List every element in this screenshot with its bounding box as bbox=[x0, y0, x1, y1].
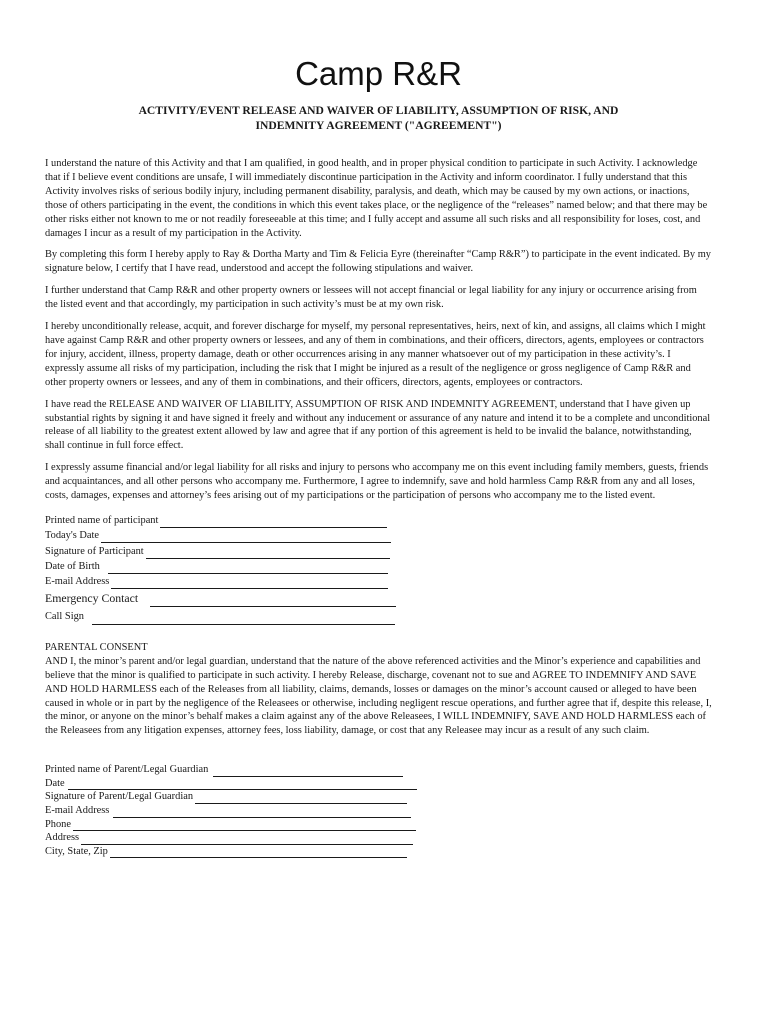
paragraph-release: I hereby unconditionally release, acquit, and forever discharge for myself, my personal representatives, heirs, next of kin, and assigns, all claims which I might have against Camp R&R and other property owners or lessees, and any of them in combinations, and their officers, directors, agents, employees or contractors for injury, accident, illness, property damage, death or other occurrences arising in any manner whatsoever out of my participation in these activity’s. I expressly assume all risks of my participation, including the risk that I might be injured as a result of the negligence or gross negligence of Camp R&R and other property owners or lessees, and any of them in combinations, and their officers, directors, agents, employees or contractors. bbox=[45, 321, 706, 388]
guardian-name-line[interactable] bbox=[213, 767, 403, 777]
guardian-date-line[interactable] bbox=[68, 780, 417, 790]
document-title: Camp R&R bbox=[295, 55, 462, 92]
guardian-address-label: Address bbox=[45, 832, 80, 844]
participant-signature-line[interactable] bbox=[146, 548, 390, 559]
participant-email-field[interactable] bbox=[45, 574, 712, 589]
call-sign-field[interactable] bbox=[45, 608, 712, 625]
emergency-contact-label: Emergency Contact bbox=[45, 590, 139, 605]
guardian-city-line[interactable] bbox=[110, 848, 407, 858]
paragraph-accompany: I expressly assume financial and/or legal liability for all risks and injury to persons who accompany me on this event including family members, guests, friends and acquaintances, and all other persons who accompany me. Furthermore, I agree to indemnify, save and hold harmless Camp R&R from any and all loses, costs, damages, expenses and attorney’s fees arising out of my participations or the participation of persons who accompany me to the listed event. bbox=[45, 462, 709, 502]
todays-date-field[interactable] bbox=[45, 528, 712, 543]
document-subtitle bbox=[45, 104, 712, 133]
guardian-date-field[interactable] bbox=[45, 777, 712, 791]
call-sign-label: Call Sign bbox=[45, 610, 84, 622]
participant-name-field[interactable] bbox=[45, 513, 712, 528]
participant-email-label: E-mail Address bbox=[45, 575, 110, 587]
call-sign-line[interactable] bbox=[92, 614, 395, 625]
guardian-email-field[interactable] bbox=[45, 804, 712, 818]
guardian-date-label: Date bbox=[45, 777, 65, 789]
participant-signature-field[interactable] bbox=[45, 543, 712, 558]
guardian-address-field[interactable] bbox=[45, 831, 712, 845]
participant-signature-label: Signature of Participant bbox=[45, 545, 144, 557]
guardian-signature-line[interactable] bbox=[195, 794, 407, 804]
date-of-birth-label: Date of Birth bbox=[45, 560, 100, 572]
subtitle-line-1: ACTIVITY/EVENT RELEASE AND WAIVER OF LIABILITY, ASSUMPTION OF RISK, AND bbox=[138, 104, 619, 117]
guardian-city-label: City, State, Zip bbox=[45, 845, 108, 857]
guardian-phone-field[interactable] bbox=[45, 818, 712, 832]
guardian-signature-label: Signature of Parent/Legal Guardian bbox=[45, 791, 194, 803]
todays-date-line[interactable] bbox=[101, 532, 391, 543]
guardian-phone-label: Phone bbox=[45, 818, 71, 830]
paragraph-application: By completing this form I hereby apply to Ray & Dortha Marty and Tim & Felicia Eyre (thereinafter “Camp R&R”) to participate in the event indicated. By my signature below, I certify that I have read, understood and accept the following stipulations and waiver. bbox=[45, 249, 711, 275]
participant-fields bbox=[45, 513, 712, 625]
date-of-birth-field[interactable] bbox=[45, 559, 712, 574]
guardian-name-field[interactable] bbox=[45, 763, 712, 777]
guardian-city-field[interactable] bbox=[45, 845, 712, 859]
guardian-name-label: Printed name of Parent/Legal Guardian bbox=[45, 764, 209, 776]
participant-name-line[interactable] bbox=[160, 517, 387, 528]
guardian-email-line[interactable] bbox=[113, 808, 411, 818]
subtitle-line-2: INDEMNITY AGREEMENT ("AGREEMENT") bbox=[255, 118, 502, 132]
guardian-email-label: E-mail Address bbox=[45, 805, 110, 816]
emergency-contact-line[interactable] bbox=[150, 596, 396, 607]
emergency-contact-field[interactable] bbox=[45, 590, 712, 607]
parental-consent-heading: PARENTAL CONSENT bbox=[45, 641, 148, 653]
todays-date-label: Today's Date bbox=[45, 530, 99, 542]
guardian-fields bbox=[45, 763, 712, 858]
guardian-address-line[interactable] bbox=[81, 835, 413, 845]
paragraph-activity-risks: I understand the nature of this Activity and that I am qualified, in good health, and in proper physical condition to participate in such Activity. I acknowledge that if I believe event conditions are unsafe, I will immediately discontinue participation in the Activity and inform coordinator. I fully understand that this Activity involves risks of serious bodily injury, including permanent disability, paralysis, and death, which may be caused by my own actions, or inactions, those of others participating in the event, the conditions in which this event takes place, or the negligence of the “releases” named below; and that there may be other risks either not known to me or not readily foreseeable at this time; and I fully accept and assume all such risks and all responsibility for loses, cost, and damages I incur as a result of my participation in the Activity. bbox=[45, 158, 708, 239]
date-of-birth-line[interactable] bbox=[108, 563, 388, 574]
paragraph-no-liability: I further understand that Camp R&R and other property owners or lessees will not accept financial or legal liability for any injury or occurrence arising from the listed event and that accordingly, my participation in such activity’s must be at my own risk. bbox=[45, 285, 697, 311]
paragraph-read-agreement: I have read the RELEASE AND WAIVER OF LIABILITY, ASSUMPTION OF RISK AND INDEMNITY AGREEMENT, understand that I have given up substantial rights by signing it and have signed it freely and without any inducement or assurance of any nature and intend it to be a complete and unconditional release of all liability to the greatest extent allowed by law and agree that if any portion of this agreement is held to be invalid the balance, notwithstanding, shall continue in full force effect. bbox=[45, 398, 711, 452]
participant-email-line[interactable] bbox=[111, 578, 388, 589]
participant-name-label: Printed name of participant bbox=[45, 515, 159, 527]
guardian-phone-line[interactable] bbox=[73, 821, 416, 831]
guardian-signature-field[interactable] bbox=[45, 790, 712, 804]
parental-consent-text: AND I, the minor’s parent and/or legal guardian, understand that the nature of the above referenced activities and the Minor’s experience and capabilities and believe that the minor is qualified to participate in such activity. I hereby Release, discharge, covenant not to sue and AGREE TO INDEMNIFY AND SAVE AND HOLD HARMLESS each of the Releases from all liability, claims, demands, losses or damages on the minor’s account caused or alleged to have been caused in whole or in part by the negligence of the Releasees or otherwise, including negligent rescue operations, and further agree that if, despite this release, I, the minor, or anyone on the minor’s behalf makes a claim against any of the above Releasees, I WILL INDEMNIFY, SAVE AND HOLD HARMLESS each of the Releasees from any litigation expenses, attorney fees, loss liability, damage, or cost that any Releasee may incur as a result of any such claim. bbox=[45, 655, 712, 737]
